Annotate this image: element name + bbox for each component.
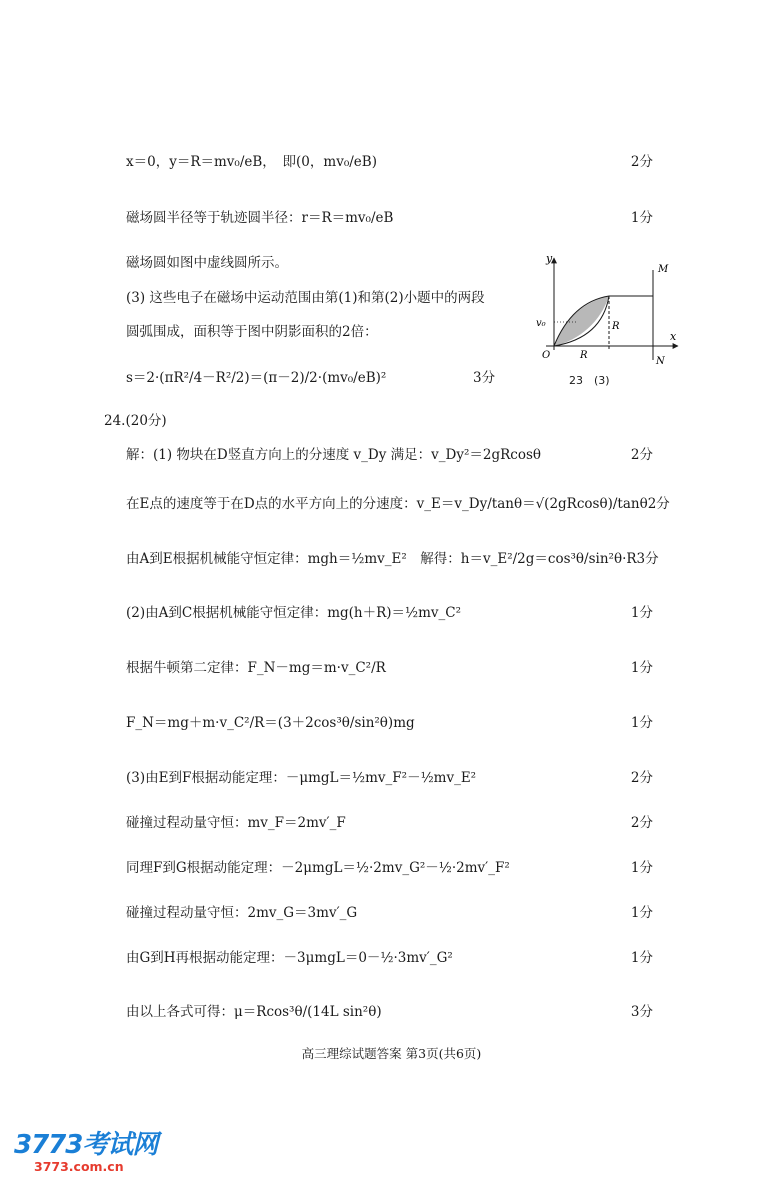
q24-line-4 <box>126 601 653 621</box>
score-badge: 1分 <box>630 605 653 621</box>
site-logo[interactable] <box>14 1124 157 1174</box>
page-footer: 高三理综试题答案 第3页(共6页) <box>301 1046 482 1061</box>
score-badge: 2分 <box>630 770 653 786</box>
q24-line-5 <box>126 656 653 676</box>
answer-line-4: (3) 这些电子在磁场中运动范围由第(1)和第(2)小题中的两段 <box>126 290 485 306</box>
label-m: M <box>658 264 669 275</box>
logo-url: 3773.com.cn <box>34 1159 124 1174</box>
equation-text: 根据牛顿第二定律：F_N－mg＝m·v_C²/R <box>126 660 386 676</box>
q24-line-1 <box>126 443 653 463</box>
equation-text: 由G到H再根据动能定理：－3μmgL＝0－½·3mv′_G² <box>126 950 453 966</box>
label-r-horizontal: R <box>580 350 588 361</box>
shaded-region <box>554 296 609 346</box>
answer-line-1 <box>126 150 653 170</box>
q24-line-3 <box>126 547 659 567</box>
equation-text: 碰撞过程动量守恒：2mv_G＝3mv′_G <box>126 905 358 921</box>
logo-wordmark: 3773考试网 <box>14 1130 158 1160</box>
question-header: 24.(20分) <box>104 413 167 429</box>
label-o: O <box>542 350 551 361</box>
score-badge: 3分 <box>473 370 496 386</box>
score-badge: 1分 <box>630 660 653 676</box>
answer-line-6: s＝2·(πR²/4－R²/2)＝(π－2)/2·(mv₀/eB)² <box>126 370 387 386</box>
label-r-vertical: R <box>612 321 620 332</box>
q24-line-9 <box>126 856 653 876</box>
q24-line-11 <box>126 946 653 966</box>
equation-text: F_N＝mg＋m·v_C²/R＝(3＋2cos³θ/sin²θ)mg <box>126 715 415 731</box>
label-x: x <box>670 330 677 343</box>
equation-text: (2)由A到C根据机械能守恒定律：mg(h＋R)＝½mv_C² <box>126 605 462 621</box>
q24-line-6 <box>126 711 653 731</box>
q24-line-7 <box>126 766 653 786</box>
label-y: y <box>546 252 553 265</box>
score-badge: 1分 <box>630 860 653 876</box>
q24-line-2 <box>126 492 670 512</box>
q24-line-8 <box>126 811 653 831</box>
equation-text: (3)由E到F根据动能定理：－μmgL＝½mv_F²－½mv_E² <box>126 770 477 786</box>
score-badge: 3分 <box>636 551 659 567</box>
equation-text: 解：(1) 物块在D竖直方向上的分速度 v_Dy 满足：v_Dy²＝2gRcosθ <box>126 447 542 463</box>
answer-line-2 <box>126 206 653 226</box>
q24-line-12 <box>126 1000 653 1020</box>
score-badge: 2分 <box>630 815 653 831</box>
equation-text: 同理F到G根据动能定理：－2μmgL＝½·2mv_G²－½·2mv′_F² <box>126 860 510 876</box>
score-badge: 2分 <box>630 154 653 170</box>
score-badge: 1分 <box>630 950 653 966</box>
equation-text: 磁场圆半径等于轨迹圆半径：r＝R＝mv₀/eB <box>126 210 394 226</box>
score-badge: 1分 <box>630 715 653 731</box>
label-n: N <box>656 356 665 367</box>
trajectory-diagram <box>532 250 682 390</box>
score-badge: 1分 <box>630 905 653 921</box>
figure-caption: 23 (3) <box>569 374 610 387</box>
answer-line-3: 磁场圆如图中虚线圆所示。 <box>126 255 288 271</box>
label-v0: v₀ <box>536 318 546 329</box>
equation-text: 在E点的速度等于在D点的水平方向上的分速度：v_E＝v_Dy/tanθ＝√(2gRcosθ)/tanθ <box>126 496 648 512</box>
q24-line-10 <box>126 901 653 921</box>
equation-text: 碰撞过程动量守恒：mv_F＝2mv′_F <box>126 815 346 831</box>
score-badge: 1分 <box>630 210 653 226</box>
score-badge: 2分 <box>630 447 653 463</box>
equation-text: x＝0，y＝R＝mv₀/eB， 即(0，mv₀/eB) <box>126 154 377 170</box>
score-badge: 2分 <box>647 496 670 512</box>
score-badge: 3分 <box>630 1004 653 1020</box>
answer-line-5: 圆弧围成，面积等于图中阴影面积的2倍： <box>126 324 378 340</box>
equation-text: 由以上各式可得：μ＝Rcos³θ/(14L sin²θ) <box>126 1004 382 1020</box>
equation-text: 由A到E根据机械能守恒定律：mgh＝½mv_E² 解得：h＝v_E²/2g＝cos³θ/sin²θ·R <box>126 551 637 567</box>
